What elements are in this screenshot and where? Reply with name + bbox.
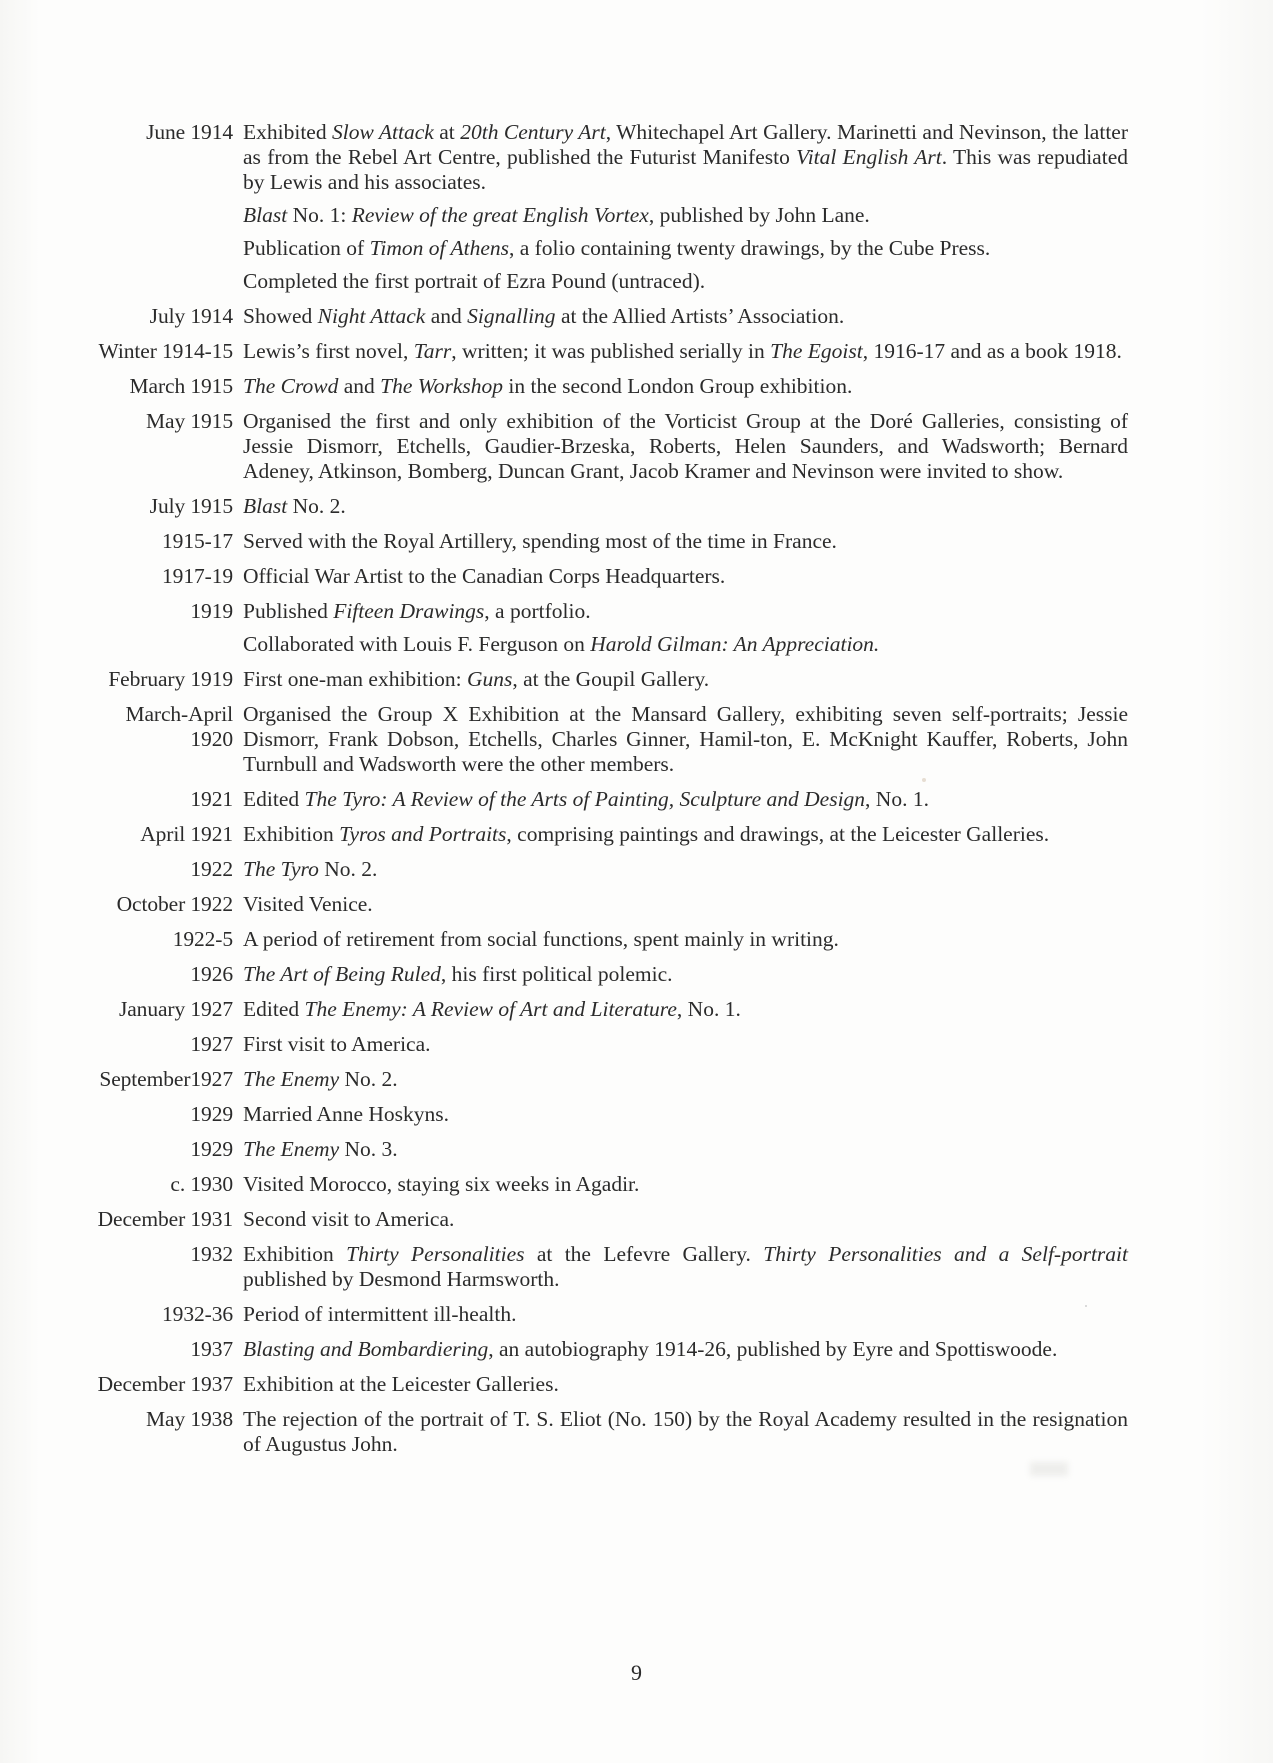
text-run: No. 2. [339,1067,398,1091]
text-run: Visited Venice. [243,892,373,916]
italic-title: Blasting and Bombardiering [243,1337,489,1361]
chronology-entry [0,1242,1273,1292]
text-run: A period of retirement from social functions, spent mainly in writing. [243,927,839,951]
entry-paragraph [243,892,1128,917]
italic-title: 20th Century Art [460,120,606,144]
text-run: and [338,374,381,398]
text-run: Second visit to America. [243,1207,455,1231]
entry-date: December 1931 [97,1207,233,1231]
entry-description [243,822,1128,847]
italic-title: Blast [243,203,288,227]
text-run: No. 2. [318,857,378,881]
entry-paragraph [243,997,1128,1022]
text-run: , published by John Lane. [648,203,870,227]
italic-title: The Tyro: A Review of the Arts of Painting, Sculpture and Design [304,787,866,811]
entry-paragraph [243,857,1128,882]
entry-date: 1915-17 [162,529,233,553]
chronology-entry [0,1207,1273,1232]
entry-description [243,1067,1128,1092]
entry-paragraph [243,564,1128,589]
text-run: Published [243,599,334,623]
italic-title: Tarr [413,339,452,363]
text-run: Edited [243,997,305,1021]
italic-title: The Egoist [770,339,863,363]
entry-date: 1922 [190,857,233,881]
text-run: The rejection of the portrait of T. S. Eliot (No. 150) by the Royal Academy resulted in the resignation of Augustus John. [243,1407,1128,1456]
text-run: Organised the Group X Exhibition at the Mansard Gallery, exhibiting seven self-portraits; Jessie Dismorr, Frank Dobson, Etchells, Charles Ginner, Hamil-ton, E. McKnight Kauffer, Roberts, John Turnbull and Wadsworth were the other members. [243,702,1128,776]
entry-description [243,1172,1128,1197]
text-run: No. 3. [339,1137,398,1161]
entry-date: May 1915 [146,409,233,433]
entry-date: October 1922 [116,892,233,916]
text-run: Exhibited [243,120,333,144]
text-run: , Whitechapel Art Gallery. Marinetti and Nevinson, the latter as from the Rebel Art Centre, published the Futurist Manifesto [243,120,1128,169]
text-run: in the second London Group exhibition. [503,374,853,398]
entry-date: February 1919 [108,667,233,691]
text-run: Edited [243,787,305,811]
entry-description [243,962,1128,987]
chronology-entry [0,822,1273,847]
entry-date: March 1915 [129,374,233,398]
italic-title: Thirty Personalities [346,1242,525,1266]
text-run: , comprising paintings and drawings, at the Leicester Galleries. [506,822,1050,846]
chronology-entry [0,1302,1273,1327]
entry-description [243,599,1128,657]
entry-description [243,787,1128,812]
italic-title: Signalling [467,304,556,328]
entry-paragraph [243,1407,1128,1457]
chronology-entry [0,857,1273,882]
text-run: , his first political polemic. [440,962,673,986]
chronology-entry [0,1337,1273,1362]
entry-description [243,997,1128,1022]
entry-date: 1937 [190,1337,233,1361]
entry-paragraph [243,304,1128,329]
entry-paragraph [243,962,1128,987]
entry-paragraph [243,1207,1128,1232]
entry-paragraph [243,1372,1128,1397]
entry-date: 1917-19 [162,564,233,588]
chronology-entry [0,702,1273,777]
entry-description [243,494,1128,519]
chronology-entry [0,962,1273,987]
entry-description [243,304,1128,329]
text-run: Official War Artist to the Canadian Corps Headquarters. [243,564,726,588]
chronology-entry [0,787,1273,812]
page-number: 9 [631,1660,642,1685]
entry-description [243,1337,1128,1362]
entry-date: April 1921 [140,822,233,846]
italic-title: Vital English Art [796,145,942,169]
entry-paragraph [243,409,1128,484]
text-run: , 1916-17 and as a book 1918. [862,339,1122,363]
italic-title: Night Attack [317,304,426,328]
entry-date: 1922-5 [172,927,233,951]
chronology-entry [0,120,1273,294]
entry-paragraph [243,374,1128,399]
text-run: published by Desmond Harmsworth. [243,1267,560,1291]
italic-title: The Workshop [380,374,504,398]
text-run: and [425,304,468,328]
chronology-entry [0,409,1273,484]
entry-date: June 1914 [146,120,233,144]
entry-paragraph [243,787,1128,812]
entry-date: 1927 [190,1032,233,1056]
entry-paragraph [243,927,1128,952]
entry-date: 1921 [190,787,233,811]
text-run: Served with the Royal Artillery, spending most of the time in France. [243,529,837,553]
chronology-entry [0,304,1273,329]
text-run: at the Lefevre Gallery. [524,1242,764,1266]
entry-description [243,927,1128,952]
entry-date: 1932 [190,1242,233,1266]
italic-title: The Art of Being Ruled [243,962,441,986]
entry-description [243,1302,1128,1327]
entry-date: 1929 [190,1137,233,1161]
entry-date: September1927 [99,1067,233,1091]
text-run: Organised the first and only exhibition of the Vorticist Group at the Doré Galleries, consisting of Jessie Dismorr, Etchells, Gaudier-Brzeska, Roberts, Helen Saunders, and Wadsworth; Bernard Adeney, Atkinson, Bomberg, Duncan Grant, Jacob Kramer and Nevinson were invited to show. [243,409,1128,483]
entry-paragraph [243,339,1128,364]
entry-paragraph [243,1172,1128,1197]
entry-description [243,667,1128,692]
text-run: No. 2. [287,494,346,518]
text-run: Showed [243,304,318,328]
entry-paragraph [243,599,1128,624]
text-run: , at the Goupil Gallery. [512,667,710,691]
entry-paragraph [243,702,1128,777]
entry-paragraph [243,1137,1128,1162]
entry-description [243,857,1128,882]
italic-title: Harold Gilman: An Appreciation. [590,632,880,656]
entry-paragraph [243,1032,1128,1057]
italic-title: The Enemy: A Review of Art and Literature [304,997,677,1021]
chronology-entry [0,1067,1273,1092]
entry-date: 1929 [190,1102,233,1126]
entry-paragraph [243,1242,1128,1292]
entry-paragraph [243,1302,1128,1327]
entry-description [243,409,1128,484]
text-run: at [433,120,461,144]
chronology-entry [0,1102,1273,1127]
chronology-entry [0,374,1273,399]
chronology-entry [0,529,1273,554]
entry-paragraph [243,269,1128,294]
chronology-entry [0,667,1273,692]
text-run: Exhibition [243,1242,347,1266]
entry-description [243,564,1128,589]
entry-description [243,1207,1128,1232]
entry-description [243,892,1128,917]
text-run: Publication of [243,236,370,260]
text-run: . This was repudiated by Lewis and his associates. [243,145,1128,194]
entry-description [243,1032,1128,1057]
text-run: , written; it was published serially in [451,339,771,363]
entry-description [243,1407,1128,1457]
entry-description [243,1102,1128,1127]
entry-date: March-April 1920 [125,702,233,751]
chronology-entry [0,1172,1273,1197]
chronology-entry [0,892,1273,917]
chronology-entry [0,1372,1273,1397]
entry-date: July 1914 [149,304,233,328]
text-run: Visited Morocco, staying six weeks in Agadir. [243,1172,640,1196]
italic-title: Tyros and Portraits [339,822,507,846]
chronology-entry [0,1032,1273,1057]
entry-paragraph [243,822,1128,847]
entry-description [243,120,1128,294]
entry-paragraph [243,1067,1128,1092]
text-run: First visit to America. [243,1032,431,1056]
entry-date: January 1927 [118,997,233,1021]
entry-date: 1919 [190,599,233,623]
entry-description [243,1372,1128,1397]
italic-title: The Crowd [243,374,339,398]
chronology-entry [0,1137,1273,1162]
entry-date: c. 1930 [170,1172,233,1196]
chronology-entry [0,494,1273,519]
italic-title: The Tyro [243,857,319,881]
text-run: at the Allied Artists’ Association. [555,304,845,328]
entry-paragraph [243,236,1128,261]
text-run: First one-man exhibition: [243,667,467,691]
text-run: Exhibition at the Leicester Galleries. [243,1372,559,1396]
entry-date: 1932-36 [162,1302,233,1326]
text-run: Period of intermittent ill-health. [243,1302,517,1326]
text-run: Lewis’s first novel, [243,339,414,363]
chronology-entry [0,564,1273,589]
italic-title: Review of the great English Vortex [351,203,649,227]
entry-description [243,1137,1128,1162]
chronology-entry [0,599,1273,657]
text-run: , a folio containing twenty drawings, by the Cube Press. [508,236,991,260]
italic-title: Blast [243,494,288,518]
entry-description [243,529,1128,554]
chronology-list [0,120,1273,1467]
entry-paragraph [243,632,1128,657]
entry-paragraph [243,494,1128,519]
entry-description [243,339,1128,364]
text-run: Exhibition [243,822,340,846]
entry-paragraph [243,120,1128,195]
italic-title: The Enemy [243,1137,340,1161]
entry-date: 1926 [190,962,233,986]
italic-title: Guns [466,667,513,691]
text-run: Collaborated with Louis F. Ferguson on [243,632,591,656]
entry-paragraph [243,667,1128,692]
text-run: , No. 1. [865,787,929,811]
italic-title: Thirty Personalities and a Self-portrait [763,1242,1128,1266]
entry-description [243,702,1128,777]
italic-title: Timon of Athens [369,236,509,260]
entry-paragraph [243,1102,1128,1127]
chronology-entry [0,1407,1273,1457]
entry-date: December 1937 [97,1372,233,1396]
text-run: , a portfolio. [484,599,591,623]
entry-date: Winter 1914-15 [98,339,233,363]
text-run: Completed the first portrait of Ezra Pound (untraced). [243,269,706,293]
italic-title: Fifteen Drawings [333,599,485,623]
entry-date: May 1938 [146,1407,233,1431]
text-run: , No. 1. [676,997,741,1021]
chronology-entry [0,997,1273,1022]
entry-paragraph [243,1337,1128,1362]
entry-paragraph [243,529,1128,554]
entry-date: July 1915 [149,494,233,518]
text-run: No. 1: [287,203,352,227]
text-run: Married Anne Hoskyns. [243,1102,450,1126]
text-run: , an autobiography 1914-26, published by Eyre and Spottiswoode. [488,1337,1058,1361]
italic-title: Slow Attack [332,120,434,144]
chronology-entry [0,339,1273,364]
entry-description [243,374,1128,399]
chronology-entry [0,927,1273,952]
italic-title: The Enemy [243,1067,340,1091]
entry-description [243,1242,1128,1292]
entry-paragraph [243,203,1128,228]
